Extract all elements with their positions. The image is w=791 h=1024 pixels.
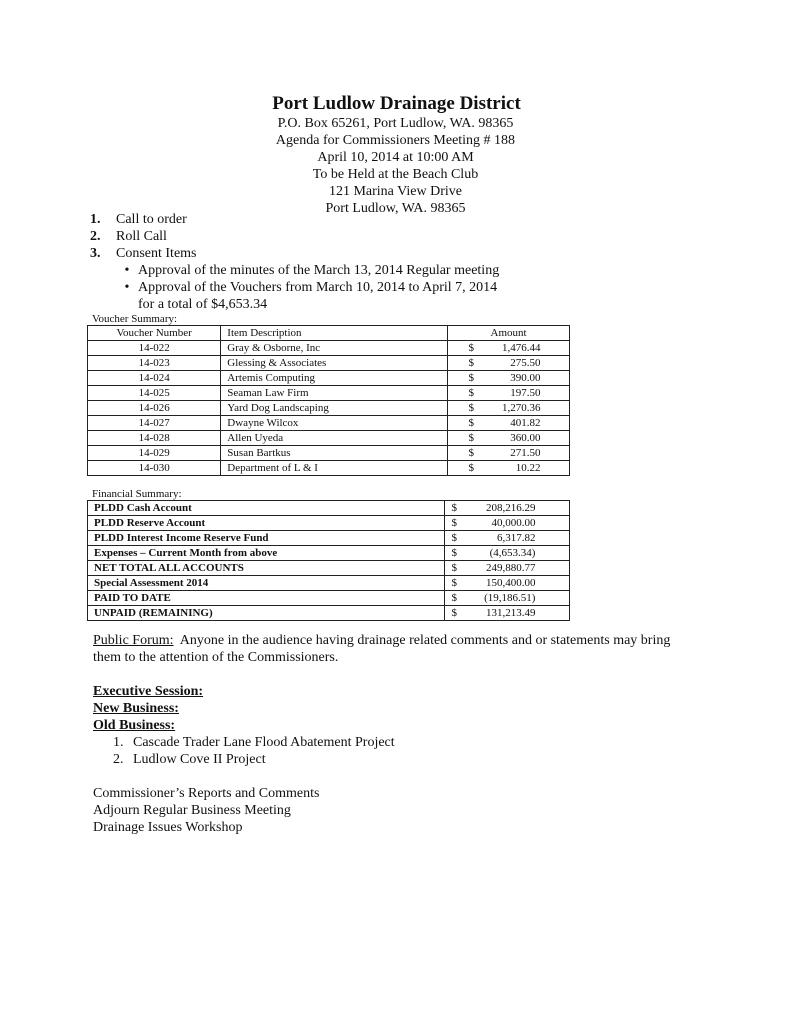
financial-label: UNPAID (REMAINING) [88,606,445,621]
consent-bullet-continuation [90,296,710,313]
voucher-amount [448,461,570,476]
voucher-description: Department of L & I [221,461,448,476]
voucher-row [88,341,570,356]
item-label: Cascade Trader Lane Flood Abatement Project [133,735,395,750]
voucher-amount [448,356,570,371]
financial-row [88,591,570,606]
financial-label: PLDD Interest Income Reserve Fund [88,531,445,546]
amount-value: 275.50 [510,357,541,369]
closing-item: Commissioner’s Reports and Comments [93,786,320,801]
voucher-row [88,446,570,461]
item-number: 3. [90,246,101,261]
amount-value: (4,653.34) [489,547,536,559]
currency-symbol: $ [451,577,457,589]
financial-label: NET TOTAL ALL ACCOUNTS [88,561,445,576]
voucher-number: 14-023 [88,356,221,371]
voucher-amount [448,386,570,401]
currency-symbol: $ [451,592,457,604]
financial-table [87,500,570,621]
financial-row [88,546,570,561]
financial-row [88,531,570,546]
financial-label: PLDD Cash Account [88,501,445,516]
voucher-number: 14-029 [88,446,221,461]
item-number: 1. [90,212,101,227]
executive-session-heading: Executive Session: [93,684,204,699]
financial-row [88,606,570,621]
date-line: April 10, 2014 at 10:00 AM [317,150,474,165]
currency-symbol: $ [468,357,475,369]
public-forum-text: Anyone in the audience having drainage related comments and or statements may bring [173,633,671,648]
voucher-table [87,325,570,476]
amount-value: 360.00 [510,432,541,444]
bullet-text: Approval of the minutes of the March 13, 2014 Regular meeting [138,263,500,278]
voucher-summary-caption: Voucher Summary: [92,313,178,325]
street-line: 121 Marina View Drive [328,184,463,199]
public-forum-heading: Public Forum: [93,633,174,648]
amount-value: 6,317.82 [496,532,536,544]
item-label: Call to order [116,212,187,227]
voucher-description: Gray & Osborne, Inc [221,341,448,356]
amount-value: 249,880.77 [485,562,536,574]
financial-amount [445,516,570,531]
voucher-description: Seaman Law Firm [221,386,448,401]
document-header [0,93,791,217]
financial-amount [445,561,570,576]
voucher-amount [448,371,570,386]
column-header: Voucher Number [88,326,221,341]
voucher-number: 14-028 [88,431,221,446]
voucher-number: 14-022 [88,341,221,356]
agenda-item [90,211,710,228]
old-business-item [93,751,733,768]
amount-value: 390.00 [510,372,541,384]
voucher-row [88,371,570,386]
voucher-row [88,431,570,446]
financial-summary-caption: Financial Summary: [92,488,182,500]
column-header: Item Description [221,326,448,341]
amount-value: (19,186.51) [484,592,536,604]
financial-row [88,561,570,576]
agenda-list [90,211,710,313]
city-line: Port Ludlow, WA. 98365 [325,201,466,216]
amount-value: 131,213.49 [485,607,536,619]
voucher-row [88,401,570,416]
amount-value: 197.50 [510,387,541,399]
currency-symbol: $ [468,432,475,444]
agenda-item [90,245,710,262]
closing-item: Drainage Issues Workshop [93,820,243,835]
financial-label: PLDD Reserve Account [88,516,445,531]
financial-amount [445,591,570,606]
currency-symbol: $ [451,502,457,514]
voucher-number: 14-025 [88,386,221,401]
old-business-item [93,734,733,751]
financial-row [88,576,570,591]
agenda-item [90,228,710,245]
voucher-amount [448,416,570,431]
financial-amount [445,576,570,591]
column-header: Amount [448,326,570,341]
voucher-amount [448,431,570,446]
document-title: Port Ludlow Drainage District [272,93,521,114]
currency-symbol: $ [468,417,475,429]
amount-value: 271.50 [510,447,541,459]
item-number: 2. [113,752,124,767]
financial-amount [445,531,570,546]
financial-label: Special Assessment 2014 [88,576,445,591]
table-header-row [88,326,570,341]
currency-symbol: $ [451,517,457,529]
financial-row [88,516,570,531]
voucher-row [88,386,570,401]
bullet-text: for a total of $4,653.34 [138,297,268,312]
voucher-number: 14-026 [88,401,221,416]
amount-value: 40,000.00 [491,517,536,529]
currency-symbol: $ [451,562,457,574]
old-business-list [93,734,733,768]
currency-symbol: $ [468,462,475,474]
currency-symbol: $ [468,372,475,384]
financial-amount [445,606,570,621]
financial-row [88,501,570,516]
currency-symbol: $ [468,402,475,414]
financial-amount [445,546,570,561]
closing-item: Adjourn Regular Business Meeting [93,803,291,818]
amount-value: 1,270.36 [502,402,541,414]
voucher-description: Allen Uyeda [221,431,448,446]
voucher-amount [448,446,570,461]
amount-value: 1,476.44 [502,342,541,354]
currency-symbol: $ [451,607,457,619]
bullet-icon: • [124,280,130,295]
public-forum-text-cont: them to the attention of the Commissioners. [93,650,339,665]
currency-symbol: $ [451,547,457,559]
voucher-description: Yard Dog Landscaping [221,401,448,416]
public-forum [93,632,733,649]
currency-symbol: $ [468,387,475,399]
item-label: Ludlow Cove II Project [133,752,266,767]
amount-value: 401.82 [510,417,541,429]
item-number: 2. [90,229,101,244]
voucher-row [88,416,570,431]
currency-symbol: $ [468,342,475,354]
amount-value: 208,216.29 [485,502,536,514]
venue-line: To be Held at the Beach Club [312,167,479,182]
voucher-amount [448,401,570,416]
voucher-description: Susan Bartkus [221,446,448,461]
financial-label: PAID TO DATE [88,591,445,606]
item-label: Consent Items [116,246,197,261]
amount-value: 10.22 [515,462,541,474]
bullet-icon: • [124,263,130,278]
financial-label: Expenses – Current Month from above [88,546,445,561]
voucher-description: Artemis Computing [221,371,448,386]
amount-value: 150,400.00 [485,577,536,589]
voucher-row [88,356,570,371]
new-business-heading: New Business: [93,701,179,716]
consent-bullet [90,279,710,296]
consent-bullet [90,262,710,279]
old-business-heading: Old Business: [93,718,176,733]
bullet-text: Approval of the Vouchers from March 10, 2014 to April 7, 2014 [138,280,498,295]
voucher-number: 14-024 [88,371,221,386]
financial-amount [445,501,570,516]
voucher-number: 14-027 [88,416,221,431]
currency-symbol: $ [468,447,475,459]
voucher-description: Dwayne Wilcox [221,416,448,431]
item-label: Roll Call [116,229,167,244]
voucher-number: 14-030 [88,461,221,476]
voucher-row [88,461,570,476]
voucher-description: Glessing & Associates [221,356,448,371]
meeting-line: Agenda for Commissioners Meeting # 188 [275,133,516,148]
currency-symbol: $ [451,532,457,544]
lower-section [93,632,733,836]
voucher-amount [448,341,570,356]
address-line: P.O. Box 65261, Port Ludlow, WA. 98365 [277,116,514,131]
item-number: 1. [113,735,124,750]
